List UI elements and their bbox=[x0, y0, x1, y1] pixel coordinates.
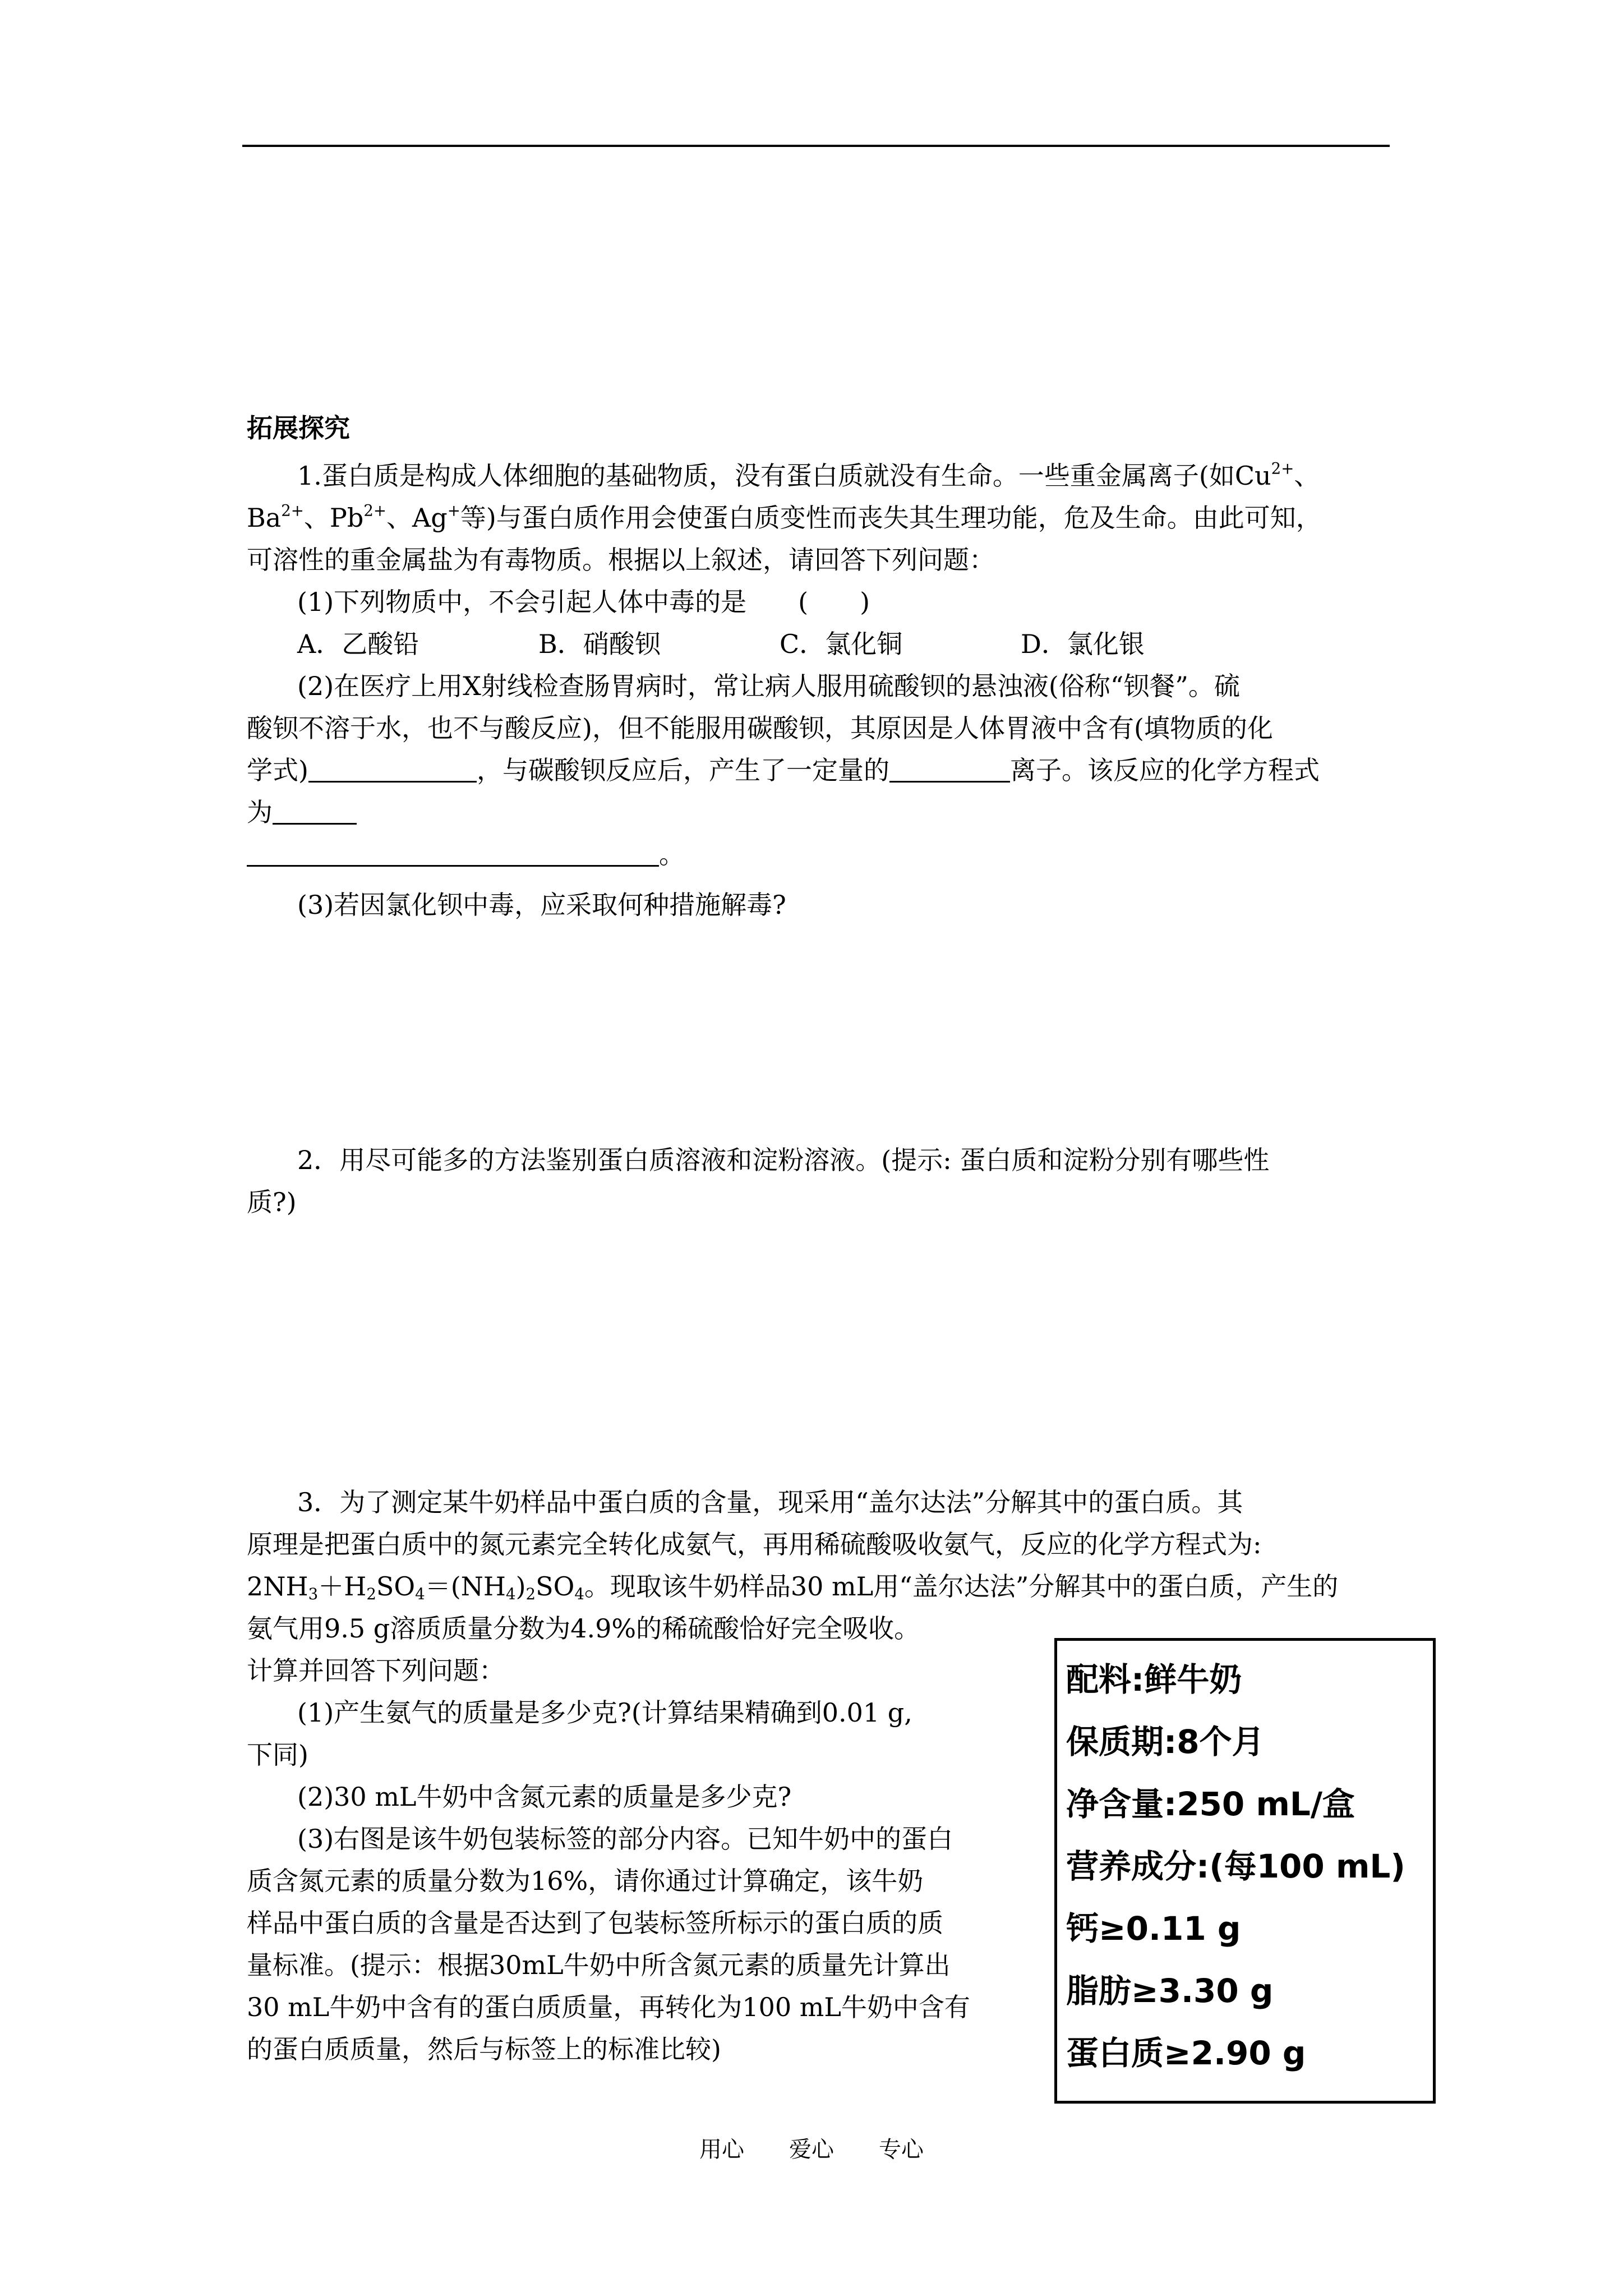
q1-sub2-line3: 学式) ，与碳酸钡反应后，产生了一定量的 离子。该反应的化学方程式 bbox=[247, 755, 1320, 785]
q3-line2: 原理是把蛋白质中的氮元素完全转化成氨气，再用稀硫酸吸收氨气，反应的化学方程式为: bbox=[247, 1529, 1262, 1559]
page-footer: 用心 爱心 专心 bbox=[699, 2137, 924, 2162]
q1-sub2-line4: 为 bbox=[247, 799, 357, 825]
q3-equation-line: $2NH_3+H_2SO_4=(NH_4)_2SO_4$。现取该牛奶样品30 mL用“盖尔达法”分解其中的蛋白质，产生的 bbox=[247, 1571, 1339, 1603]
q3-sub3-line5: 30 mL牛奶中含有的蛋白质质量，再转化为100 mL牛奶中含有 bbox=[247, 1992, 970, 2022]
q1-intro-line3: 可溶性的重金属盐为有毒物质。根据以上叙述，请回答下列问题： bbox=[247, 545, 995, 575]
q1-sub2-line1: (2)在医疗上用X射线检查肠胃病时，常让病人服用硫酸钡的悬浊液(俗称“钡餐”。硫 bbox=[297, 671, 1240, 701]
label-ingredients: 配料:鲜牛奶 bbox=[1066, 1660, 1242, 1699]
q1-options bbox=[297, 631, 1262, 657]
q1-sub2-line2: 酸钡不溶于水，也不与酸反应)，但不能服用碳酸钡，其原因是人体胃液中含有(填物质的化 bbox=[247, 713, 1273, 743]
q1-sub2-line5: 。 bbox=[247, 841, 685, 867]
answer-blank bbox=[889, 758, 1010, 783]
q3-line5: 计算并回答下列问题： bbox=[247, 1655, 505, 1686]
q1-intro-line1: 1.蛋白质是构成人体细胞的基础物质，没有蛋白质就没有生命。一些重金属离子(如$Cu^{2+}$、 bbox=[297, 459, 1320, 491]
label-nutrition-heading: 营养成分:(每100 mL) bbox=[1066, 1847, 1405, 1885]
answer-blank bbox=[308, 758, 477, 783]
q3-line1: 3．为了测定某牛奶样品中蛋白质的含量，现采用“盖尔达法”分解其中的蛋白质。其 bbox=[297, 1487, 1243, 1517]
q3-sub3-line3: 样品中蛋白质的含量是否达到了包装标签所标示的蛋白质的质 bbox=[247, 1908, 943, 1938]
q2-line2: 质?) bbox=[247, 1187, 297, 1217]
q3-sub2: (2)30 mL牛奶中含氮元素的质量是多少克? bbox=[297, 1782, 792, 1812]
label-net-content: 净含量:250 mL/盒 bbox=[1066, 1785, 1355, 1823]
section-title: 拓展探究 bbox=[247, 413, 350, 443]
option-a: A．乙酸铅 bbox=[297, 629, 419, 659]
q1-intro-line2: $Ba^{2+}$、$Pb^{2+}$、Ag+等)与蛋白质作用会使蛋白质变性而丧失其生理功能，危及生命。由此可知， bbox=[247, 501, 1322, 533]
option-d: D．氯化银 bbox=[1021, 629, 1145, 659]
q1-sub1: (1)下列物质中，不会引起人体中毒的是 ( ) bbox=[297, 587, 870, 617]
answer-blank bbox=[273, 800, 357, 825]
q3-sub3-line2: 质含氮元素的质量分数为16%，请你通过计算确定，该牛奶 bbox=[247, 1866, 924, 1896]
option-b: B．硝酸钡 bbox=[538, 629, 661, 659]
q3-sub3-line4: 量标准。(提示：根据30mL牛奶中所含氮元素的质量先计算出 bbox=[247, 1950, 951, 1980]
milk-package-label bbox=[1054, 1638, 1436, 2104]
header-rule bbox=[242, 145, 1390, 147]
label-fat: 脂肪≥3.30 g bbox=[1066, 1972, 1274, 2010]
q3-sub3-line1: (3)右图是该牛奶包装标签的部分内容。已知牛奶中的蛋白 bbox=[297, 1824, 953, 1854]
label-calcium: 钙≥0.11 g bbox=[1066, 1910, 1241, 1948]
q1-sub3: (3)若因氯化钡中毒，应采取何种措施解毒? bbox=[297, 890, 786, 920]
q3-sub1-line2: 下同) bbox=[247, 1740, 308, 1770]
q3-sub1-line1: (1)产生氨气的质量是多少克?(计算结果精确到0.01 g, bbox=[297, 1697, 912, 1728]
label-protein: 蛋白质≥2.90 g bbox=[1066, 2034, 1306, 2072]
q2-line1: 2．用尽可能多的方法鉴别蛋白质溶液和淀粉溶液。(提示: 蛋白质和淀粉分别有哪些性 bbox=[297, 1145, 1270, 1175]
q3-line4: 氨气用9.5 g溶质质量分数为4.9%的稀硫酸恰好完全吸收。 bbox=[247, 1613, 920, 1644]
label-shelf-life: 保质期:8个月 bbox=[1066, 1723, 1265, 1761]
option-c: C．氯化铜 bbox=[780, 629, 903, 659]
answer-blank bbox=[247, 843, 659, 867]
q3-sub3-line6: 的蛋白质质量，然后与标签上的标准比较) bbox=[247, 2034, 721, 2064]
